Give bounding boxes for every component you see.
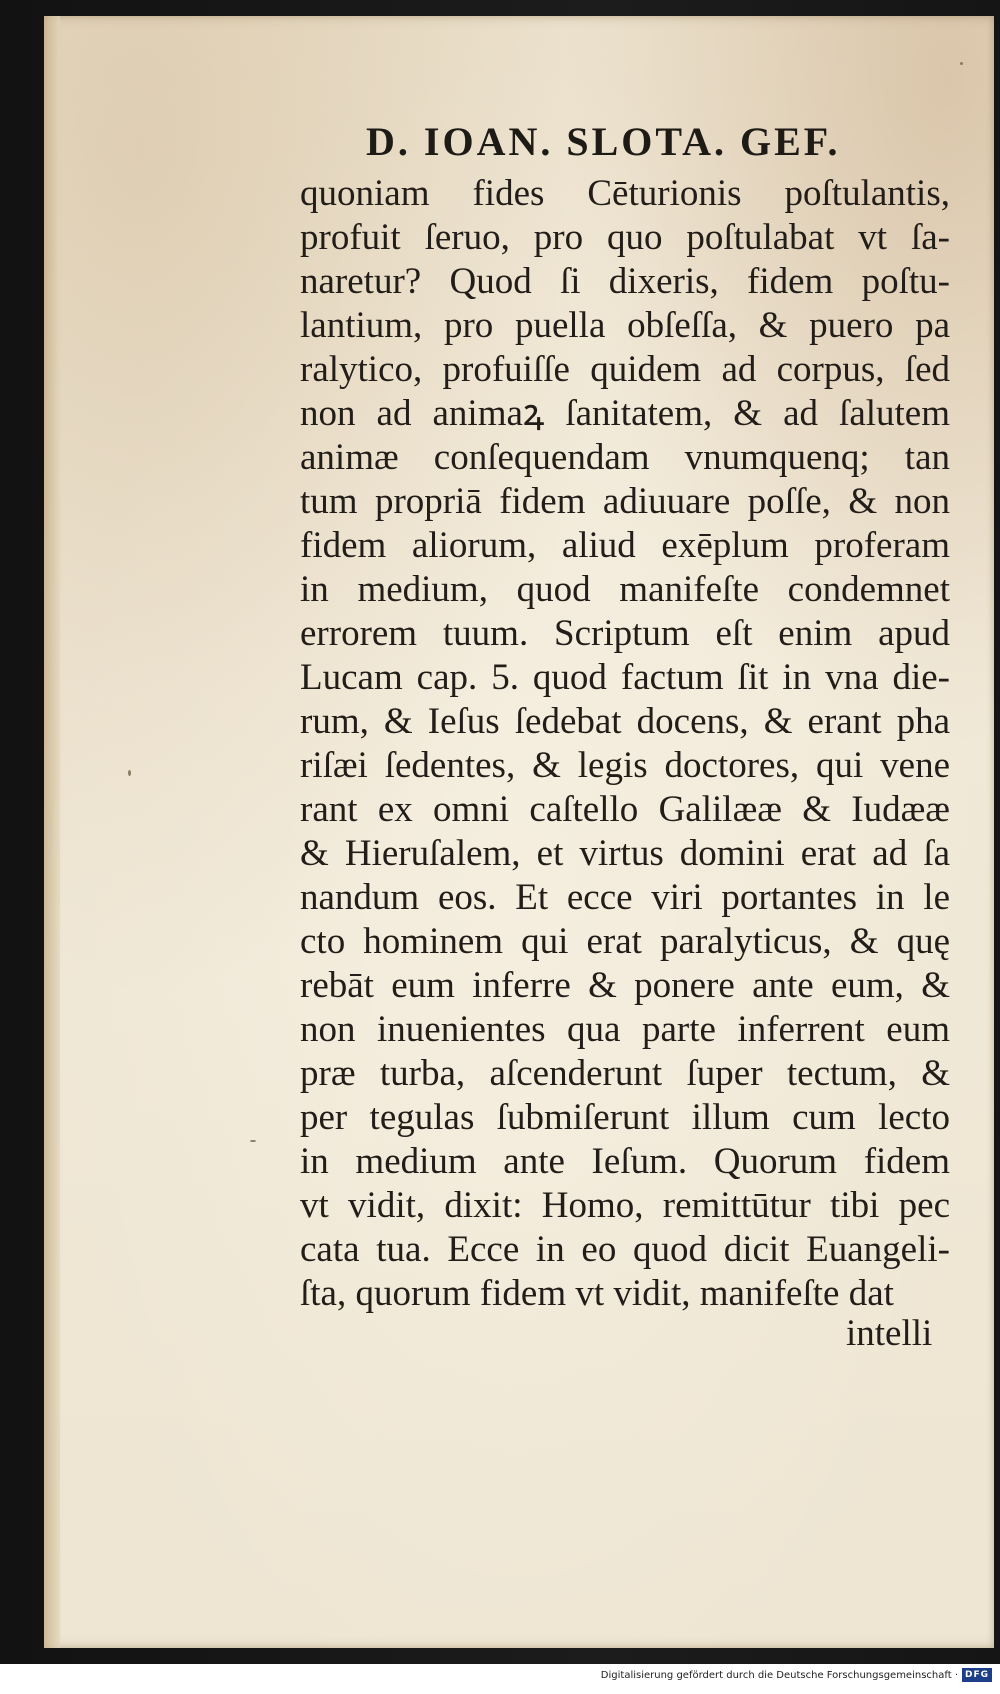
- text-line: præ turba, aſcenderunt ſuper tectum, &: [300, 1053, 950, 1094]
- digitization-credit: Digitalisierung gefördert durch die Deutsche Forschungsgemeinschaft ·: [600, 1670, 958, 1681]
- catchword: intelli: [846, 1313, 933, 1354]
- text-line: in medium ante Ieſum. Quorum fidem: [300, 1141, 950, 1182]
- paper-speck: [250, 1140, 256, 1142]
- text-line: non ad animaꝝ ſanitatem, & ad ſalutem: [300, 393, 950, 434]
- text-line: ſta, quorum fidem vt vidit, manifeſte dat: [300, 1273, 894, 1314]
- text-line: in medium, quod manifeſte condemnet: [300, 569, 950, 610]
- text-line: ralytico, profuiſſe quidem ad corpus, ſed: [300, 349, 950, 390]
- text-line: vt vidit, dixit: Homo, remittūtur tibi pec: [300, 1185, 950, 1226]
- text-line: non inuenientes qua parte inferrent eum: [300, 1009, 950, 1050]
- text-line: rebāt eum inferre & ponere ante eum, &: [300, 965, 950, 1006]
- text-line: profuit ſeruo, pro quo poſtulabat vt ſa-: [300, 217, 950, 258]
- text-line: naretur? Quod ſi dixeris, fidem poſtu-: [300, 261, 950, 302]
- text-line: rant ex omni caſtello Galilææ & Iudææ: [300, 789, 950, 830]
- paper-speck: [128, 770, 131, 776]
- text-line: fidem aliorum, aliud exēplum proferam: [300, 525, 950, 566]
- dfg-logo: DFG: [962, 1668, 992, 1682]
- text-line: animæ conſequendam vnumquenq; tan: [300, 437, 950, 478]
- text-line: tum propriā fidem adiuuare poſſe, & non: [300, 481, 950, 522]
- page-gutter: [44, 16, 60, 1648]
- paper-speck: [960, 62, 963, 65]
- text-line: nandum eos. Et ecce viri portantes in le: [300, 877, 950, 918]
- running-head: D. IOAN. SLOTA. GEF.: [366, 119, 841, 164]
- text-line: quoniam fides Cēturionis poſtulantis,: [300, 173, 950, 214]
- text-line: cto hominem qui erat paralyticus, & quę: [300, 921, 950, 962]
- text-line: lantium, pro puella obſeſſa, & puero pa: [300, 305, 950, 346]
- text-line: Lucam cap. 5. quod factum ſit in vna die-: [300, 657, 950, 698]
- text-line: rum, & Ieſus ſedebat docens, & erant pha: [300, 701, 950, 742]
- body-text: [300, 172, 950, 1316]
- text-line: & Hieruſalem, et virtus domini erat ad ſa: [300, 833, 950, 874]
- text-line: errorem tuum. Scriptum eſt enim apud: [300, 613, 950, 654]
- text-line: cata tua. Ecce in eo quod dicit Euangeli-: [300, 1229, 950, 1270]
- text-line: riſæi ſedentes, & legis doctores, qui vene: [300, 745, 950, 786]
- text-line: per tegulas ſubmiſerunt illum cum lecto: [300, 1097, 950, 1138]
